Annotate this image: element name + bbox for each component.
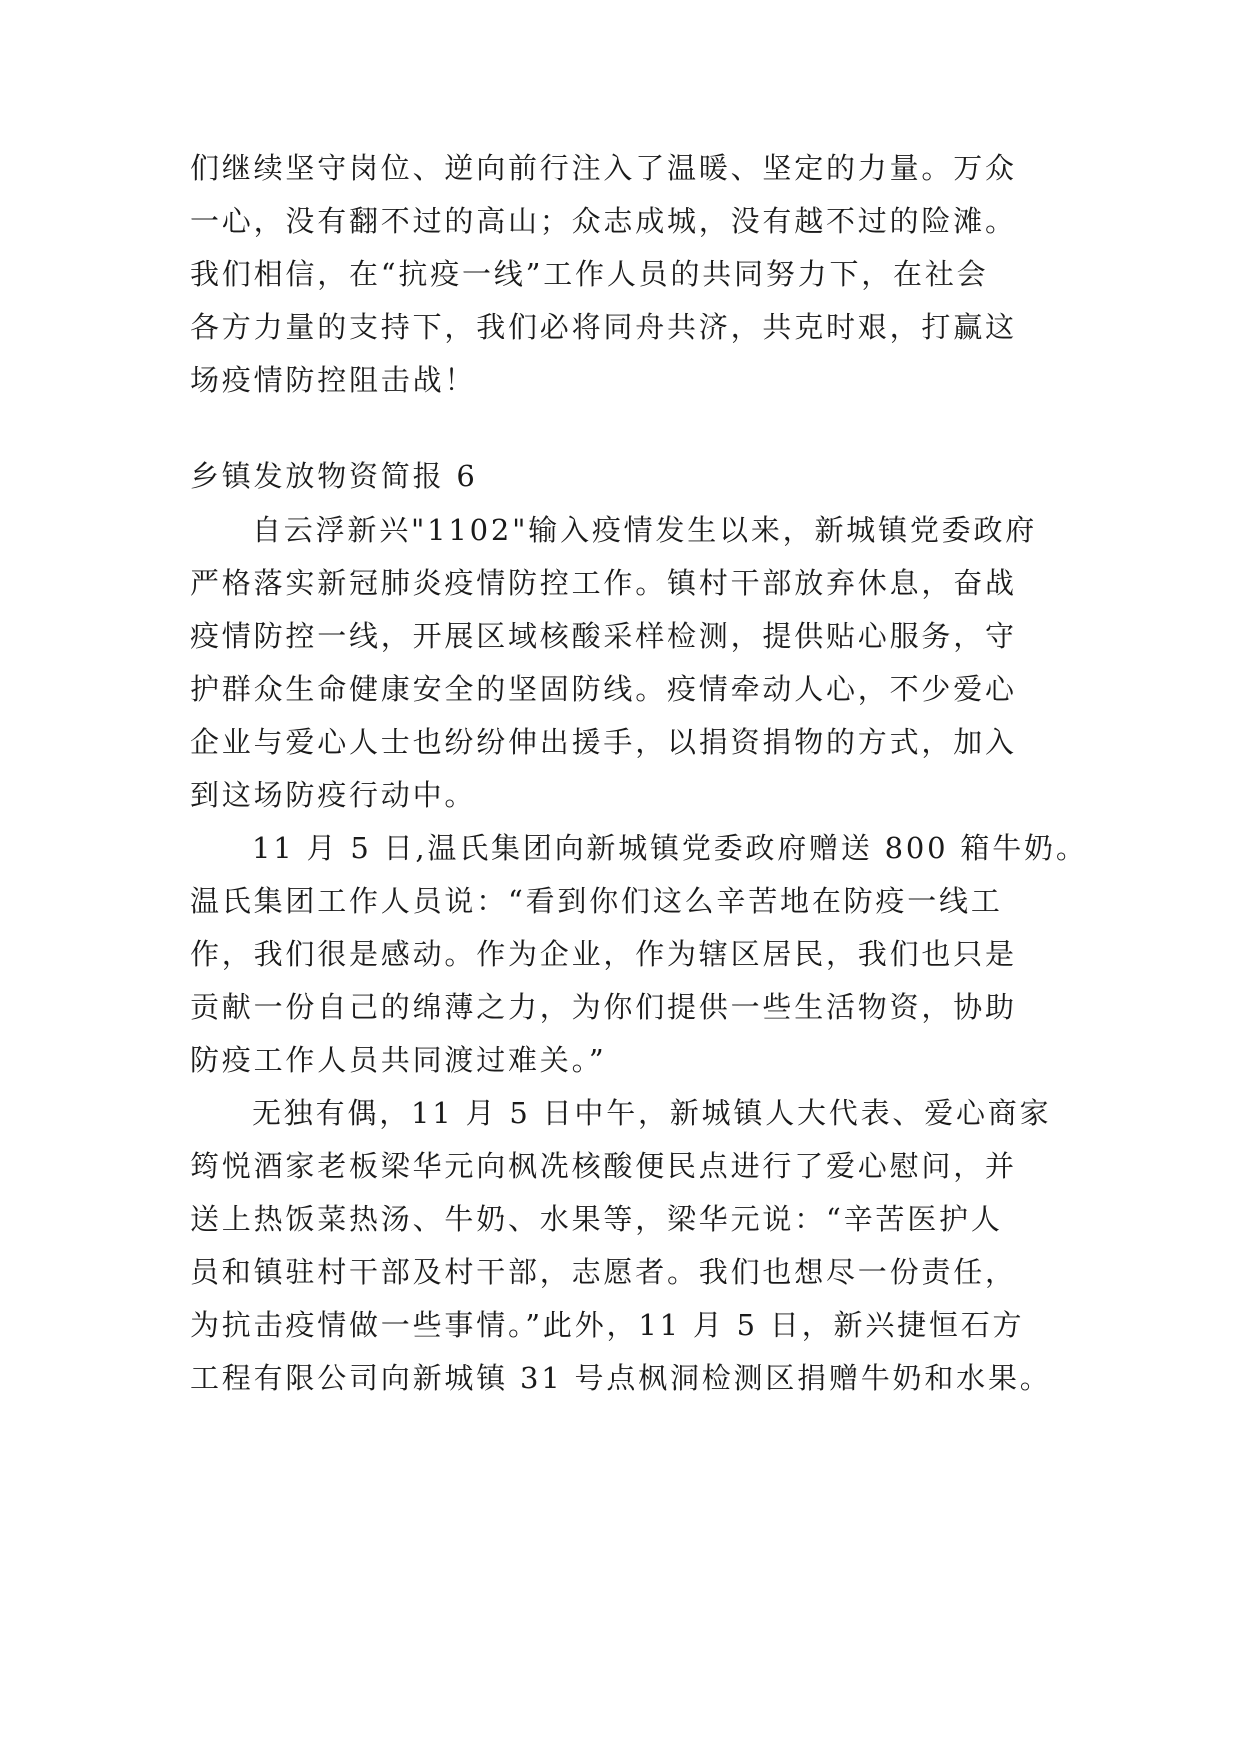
paragraph-line: 到这场防疫行动中。 xyxy=(190,778,477,812)
paragraph-line: 护群众生命健康安全的坚固防线。疫情牵动人心，不少爱心 xyxy=(190,672,1017,706)
paragraph-line: 疫情防控一线，开展区域核酸采样检测，提供贴心服务，守 xyxy=(190,619,1017,653)
paragraph-line: 无独有偶，11 月 5 日中午，新城镇人大代表、爱心商家 xyxy=(252,1096,1052,1130)
paragraph-line: 防疫工作人员共同渡过难关。” xyxy=(190,1043,607,1077)
paragraph-line: 11 月 5 日,温氏集团向新城镇党委政府赠送 800 箱牛奶。 xyxy=(252,831,1088,865)
paragraph-line: 为抗击疫情做一些事情。”此外，11 月 5 日，新兴捷恒石方 xyxy=(190,1308,1025,1342)
paragraph-line: 自云浮新兴"1102"输入疫情发生以来，新城镇党委政府 xyxy=(252,513,1038,547)
paragraph-line: 温氏集团工作人员说：“看到你们这么辛苦地在防疫一线工 xyxy=(190,884,1003,918)
paragraph-line: 员和镇驻村干部及村干部，志愿者。我们也想尽一份责任， xyxy=(190,1255,1017,1289)
intro-line: 场疫情防控阻击战！ xyxy=(190,363,477,397)
intro-line: 们继续坚守岗位、逆向前行注入了温暖、坚定的力量。万众 xyxy=(190,151,1017,185)
intro-line: 各方力量的支持下，我们必将同舟共济，共克时艰，打赢这 xyxy=(190,310,1017,344)
paragraph-line: 企业与爱心人士也纷纷伸出援手，以捐资捐物的方式，加入 xyxy=(190,725,1017,759)
section-title: 乡镇发放物资简报 6 xyxy=(190,459,478,493)
paragraph-line: 工程有限公司向新城镇 31 号点枫洞检测区捐赠牛奶和水果。 xyxy=(190,1361,1052,1395)
paragraph-line: 严格落实新冠肺炎疫情防控工作。镇村干部放弃休息，奋战 xyxy=(190,566,1017,600)
paragraph-line: 作，我们很是感动。作为企业，作为辖区居民，我们也只是 xyxy=(190,937,1017,971)
paragraph-line: 筠悦酒家老板梁华元向枫冼核酸便民点进行了爱心慰问，并 xyxy=(190,1149,1017,1183)
paragraph-line: 贡献一份自己的绵薄之力，为你们提供一些生活物资，协助 xyxy=(190,990,1017,1024)
intro-line: 我们相信，在“抗疫一线”工作人员的共同努力下，在社会 xyxy=(190,257,989,291)
paragraph-line: 送上热饭菜热汤、牛奶、水果等，梁华元说：“辛苦医护人 xyxy=(190,1202,1003,1236)
intro-line: 一心，没有翻不过的高山；众志成城，没有越不过的险滩。 xyxy=(190,204,1017,238)
